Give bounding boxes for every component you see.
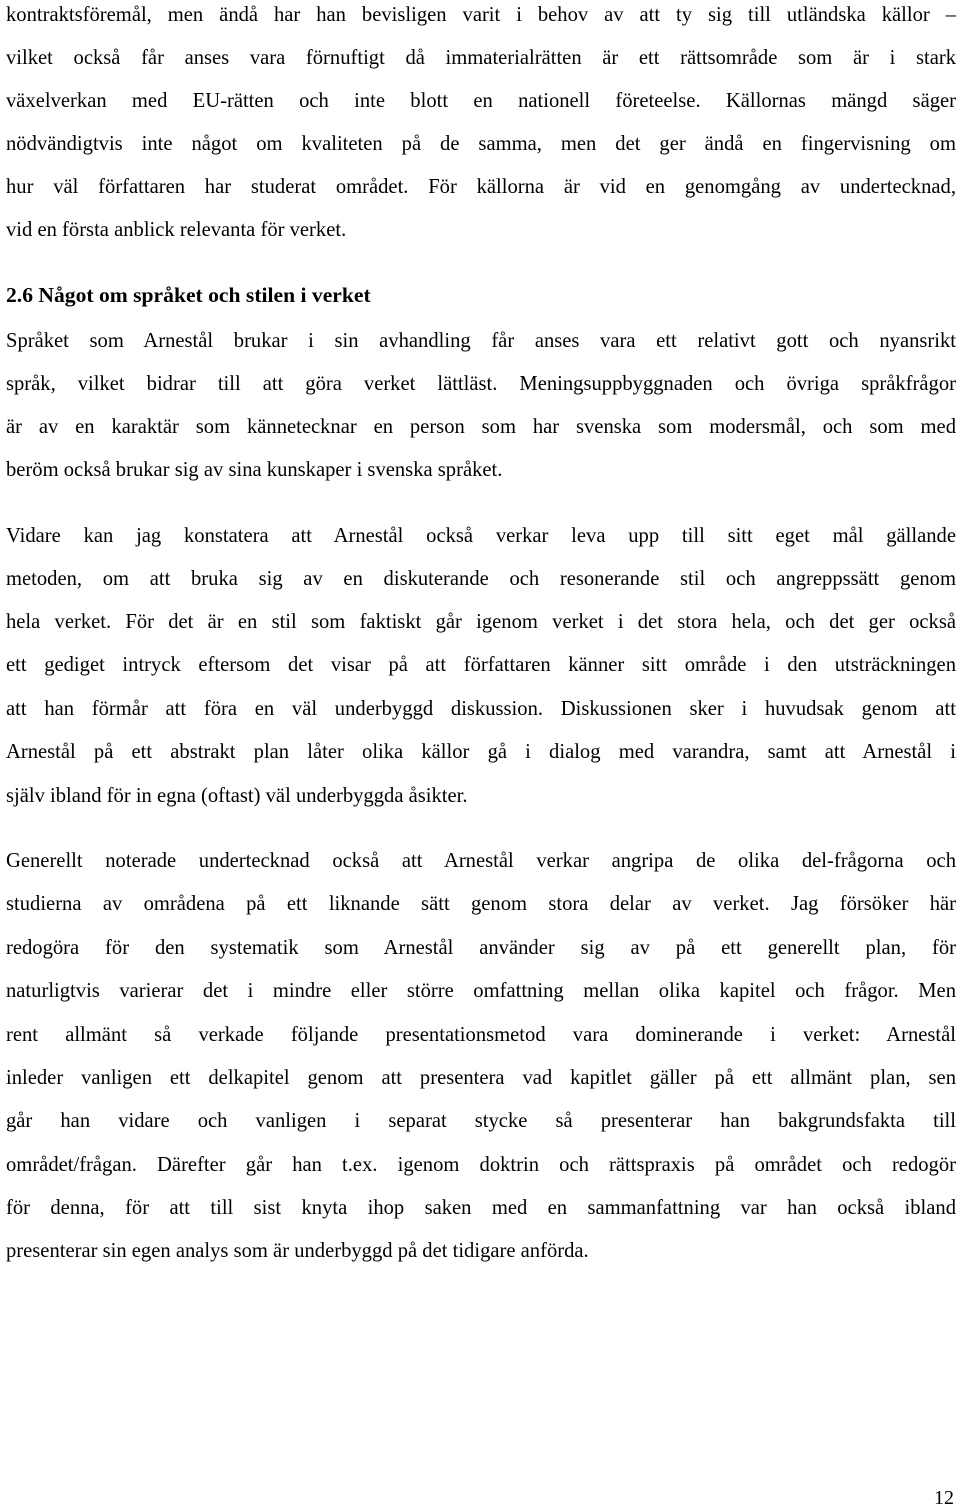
text-line: studierna av områdena på ett liknande sätt genom stora delar av verket. Jag försöker här	[6, 893, 956, 915]
text-line: rent allmänt så verkade följande presentationsmetod vara dominerande i verket: Arnestål	[6, 1024, 956, 1046]
text-line: går han vidare och vanligen i separat stycke så presenterar han bakgrundsfakta till	[6, 1110, 956, 1132]
text-line: Generellt noterade undertecknad också att Arnestål verkar angripa de olika del-frågorna och	[6, 850, 956, 872]
section-heading: 2.6 Något om språket och stilen i verket	[6, 283, 371, 307]
text-line: Arnestål på ett abstrakt plan låter olika källor gå i dialog med varandra, samt att Arnestål i	[6, 741, 956, 763]
text-line: redogöra för den systematik som Arnestål använder sig av på ett generellt plan, för	[6, 937, 956, 959]
text-line: hur väl författaren har studerat området. För källorna är vid en genomgång av undertecknad,	[6, 176, 956, 198]
text-line: Vidare kan jag konstatera att Arnestål också verkar leva upp till sitt eget mål gällande	[6, 525, 956, 547]
text-line: nödvändigtvis inte något om kvaliteten på de samma, men det ger ändå en fingervisning om	[6, 133, 956, 155]
text-line: växelverkan med EU-rätten och inte blott en nationell företeelse. Källornas mängd säger	[6, 90, 956, 112]
page-number: 12	[934, 1487, 954, 1509]
text-line: är av en karaktär som kännetecknar en person som har svenska som modersmål, och som med	[6, 416, 956, 438]
text-line: inleder vanligen ett delkapitel genom att presentera vad kapitlet gäller på ett allmänt plan, sen	[6, 1067, 956, 1089]
text-line: metoden, om att bruka sig av en diskuterande och resonerande stil och angreppssätt genom	[6, 568, 956, 590]
text-line: för denna, för att till sist knyta ihop saken med en sammanfattning var han också ibland	[6, 1197, 956, 1219]
text-line: beröm också brukar sig av sina kunskaper i svenska språket.	[6, 459, 503, 481]
text-line: presenterar sin egen analys som är underbyggd på det tidigare anförda.	[6, 1240, 589, 1262]
text-line: hela verket. För det är en stil som faktiskt går igenom verket i det stora hela, och det ger också	[6, 611, 956, 633]
text-line: vid en första anblick relevanta för verket.	[6, 219, 347, 241]
text-line: att han förmår att föra en väl underbyggd diskussion. Diskussionen sker i huvudsak genom att	[6, 698, 956, 720]
text-line: ett gediget intryck eftersom det visar på att författaren känner sitt område i den utsträckningen	[6, 654, 956, 676]
text-line: vilket också får anses vara förnuftigt då immaterialrätten är ett rättsområde som är i stark	[6, 47, 956, 69]
text-line: språk, vilket bidrar till att göra verket lättläst. Meningsuppbyggnaden och övriga språkfrågor	[6, 373, 956, 395]
text-line: naturligtvis varierar det i mindre eller större omfattning mellan olika kapitel och frågor. Men	[6, 980, 956, 1002]
text-line: området/frågan. Därefter går han t.ex. igenom doktrin och rättspraxis på området och redogör	[6, 1154, 956, 1176]
text-line: Språket som Arnestål brukar i sin avhandling får anses vara ett relativt gott och nyansrikt	[6, 330, 956, 352]
text-line: kontraktsföremål, men ändå har han bevisligen varit i behov av att ty sig till utländska källor –	[6, 4, 956, 26]
text-line: själv ibland för in egna (oftast) väl underbyggda åsikter.	[6, 785, 468, 807]
